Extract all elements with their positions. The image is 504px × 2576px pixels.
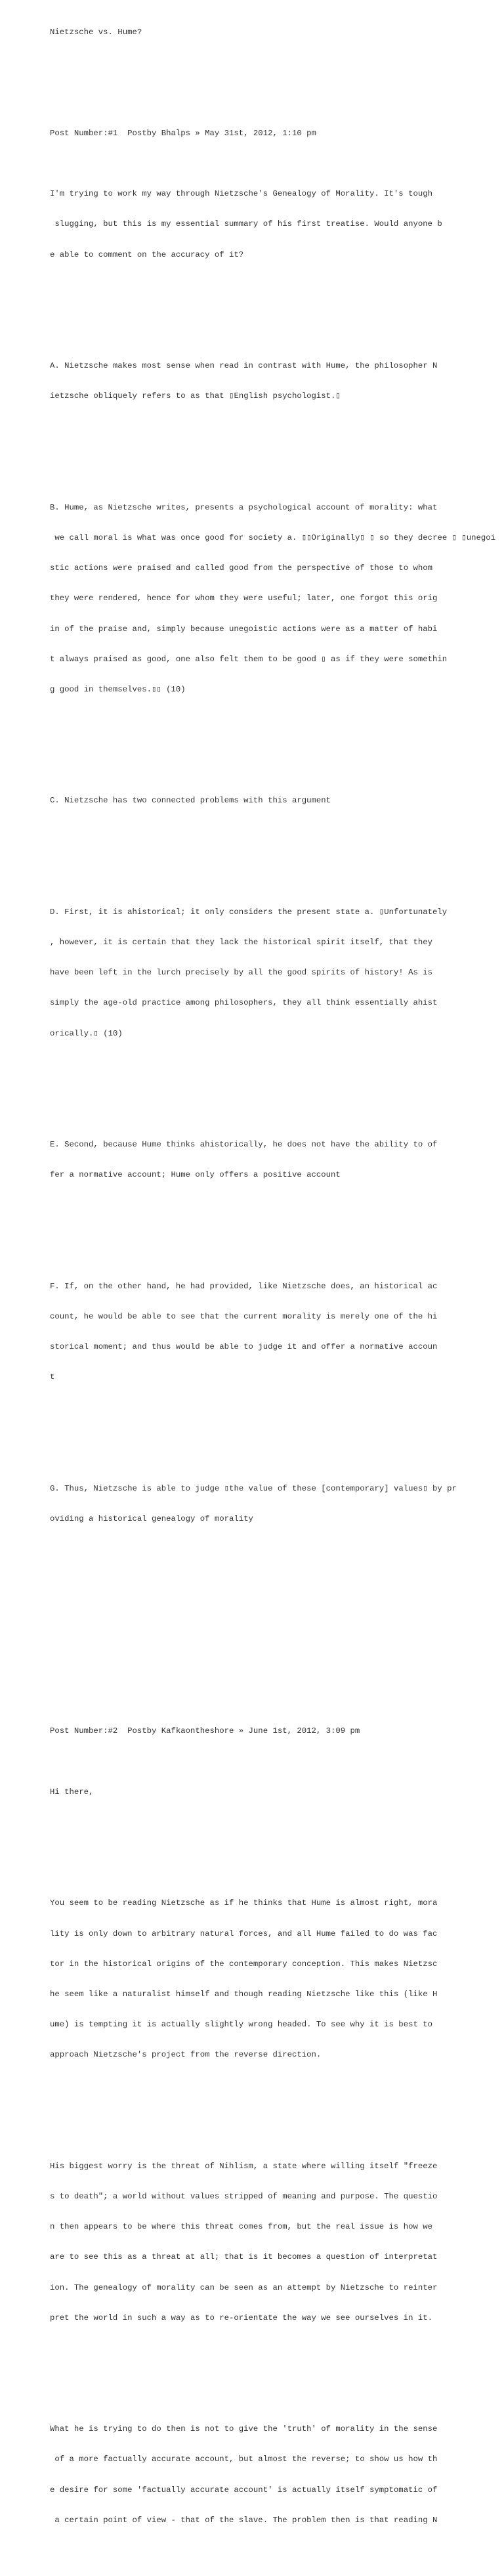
text-line: slugging, but this is my essential summary of his first treatise. Would anyone b bbox=[50, 219, 442, 229]
post-header: Post Number:#2 Postby Kafkaontheshore » June 1st, 2012, 3:09 pm bbox=[50, 1726, 360, 1736]
text-line: D. First, it is ahistorical; it only considers the present state a. ▯Unfortunately bbox=[50, 907, 448, 917]
post-2 bbox=[50, 1707, 504, 2566]
paragraph bbox=[50, 1261, 504, 1403]
text-line: approach Nietzsche's project from the reverse direction. bbox=[50, 2050, 322, 2060]
post-header: Post Number:#1 Postby Bhalps » May 31st, 2012, 1:10 pm bbox=[50, 128, 316, 138]
text-line: His biggest worry is the threat of Nihlism, a state where willing itself "freeze bbox=[50, 2161, 438, 2171]
text-line: , however, it is certain that they lack the historical spirit itself, that they bbox=[50, 938, 432, 948]
text-line: t bbox=[50, 1372, 55, 1382]
text-line: he seem like a naturalist himself and though reading Nietzsche like this (like H bbox=[50, 1989, 438, 1999]
text-line: G. Thus, Nietzsche is able to judge ▯the value of these [contemporary] values▯ by pr bbox=[50, 1483, 457, 1493]
text-line: tor in the historical origins of the contemporary conception. This makes Nietzsc bbox=[50, 1959, 438, 1969]
text-line: we call moral is what was once good for society a. ▯▯Originally▯ ▯ so they decree ▯ ▯unegoi bbox=[50, 533, 496, 542]
text-line: stic actions were praised and called good from the perspective of those to whom bbox=[50, 563, 432, 573]
text-line: ume) is tempting it is actually slightly wrong headed. To see why it is best to bbox=[50, 2020, 432, 2030]
text-line: they were rendered, hence for whom they were useful; later, one forgot this orig bbox=[50, 594, 438, 603]
paragraph bbox=[50, 1879, 504, 2081]
text-line: C. Nietzsche has two connected problems with this argument bbox=[50, 796, 331, 806]
text-line: ietzsche obliquely refers to as that ▯English psychologist.▯ bbox=[50, 391, 341, 401]
text-line: in of the praise and, simply because unegoistic actions were as a matter of habi bbox=[50, 624, 438, 634]
text-line: count, he would be able to see that the current morality is merely one of the hi bbox=[50, 1311, 438, 1321]
paragraph bbox=[50, 2141, 504, 2344]
text-line: B. Hume, as Nietzsche writes, presents a psychological account of morality: what bbox=[50, 502, 438, 512]
text-line: n then appears to be where this threat comes from, but the real issue is how we bbox=[50, 2222, 432, 2232]
text-line: ion. The genealogy of morality can be seen as an attempt by Nietzsche to reinter bbox=[50, 2282, 438, 2292]
paragraph bbox=[50, 341, 504, 422]
text-line: Hi there, bbox=[50, 1787, 94, 1797]
text-line: orically.▯ (10) bbox=[50, 1028, 123, 1038]
text-line: lity is only down to arbitrary natural forces, and all Hume failed to do was fac bbox=[50, 1929, 438, 1938]
text-line: What he is trying to do then is not to give the 'truth' of morality in the sense bbox=[50, 2424, 438, 2434]
paragraph bbox=[50, 1464, 504, 1544]
text-line: s to death"; a world without values stripped of meaning and purpose. The questio bbox=[50, 2191, 438, 2201]
text-line: I'm trying to work my way through Nietzsche's Genealogy of Morality. It's tough bbox=[50, 189, 432, 199]
text-line: oviding a historical genealogy of morality bbox=[50, 1514, 253, 1523]
post-1 bbox=[50, 108, 504, 1565]
text-line: are to see this as a threat at all; that is it becomes a question of interpretat bbox=[50, 2252, 438, 2262]
paragraph bbox=[50, 776, 504, 827]
text-line: simply the age-old practice among philosophers, they all think essentially ahist bbox=[50, 998, 438, 1008]
text-line: have been left in the lurch precisely by all the good spirits of history! As is bbox=[50, 968, 432, 978]
paragraph bbox=[50, 1767, 504, 1818]
document-title: Nietzsche vs. Hume? bbox=[50, 27, 142, 37]
document-page bbox=[50, 7, 504, 2576]
text-line: e desire for some 'factually accurate account' is actually itself symptomatic of bbox=[50, 2485, 438, 2495]
text-line: pret the world in such a way as to re-orientate the way we see ourselves in it. bbox=[50, 2313, 432, 2323]
paragraph bbox=[50, 1120, 504, 1200]
text-line: storical moment; and thus would be able to judge it and offer a normative accoun bbox=[50, 1342, 438, 1352]
text-line: fer a normative account; Hume only offers a positive account bbox=[50, 1170, 341, 1180]
text-line: g good in themselves.▯▯ (10) bbox=[50, 684, 186, 694]
text-line: A. Nietzsche makes most sense when read in contrast with Hume, the philosopher N bbox=[50, 361, 438, 371]
text-line: e able to comment on the accuracy of it? bbox=[50, 250, 244, 259]
paragraph bbox=[50, 169, 504, 280]
paragraph bbox=[50, 887, 504, 1059]
paragraph bbox=[50, 483, 504, 715]
text-line: t always praised as good, one also felt them to be good ▯ as if they were somethin bbox=[50, 654, 448, 664]
text-line: You seem to be reading Nietzsche as if he thinks that Hume is almost right, mora bbox=[50, 1898, 438, 1908]
text-line: F. If, on the other hand, he had provided, like Nietzsche does, an historical ac bbox=[50, 1281, 438, 1291]
paragraph bbox=[50, 2404, 504, 2546]
text-line: of a more factually accurate account, but almost the reverse; to show us how th bbox=[50, 2455, 438, 2464]
text-line: a certain point of view - that of the slave. The problem then is that reading N bbox=[50, 2515, 438, 2525]
text-line: E. Second, because Hume thinks ahistorically, he does not have the ability to of bbox=[50, 1140, 438, 1150]
